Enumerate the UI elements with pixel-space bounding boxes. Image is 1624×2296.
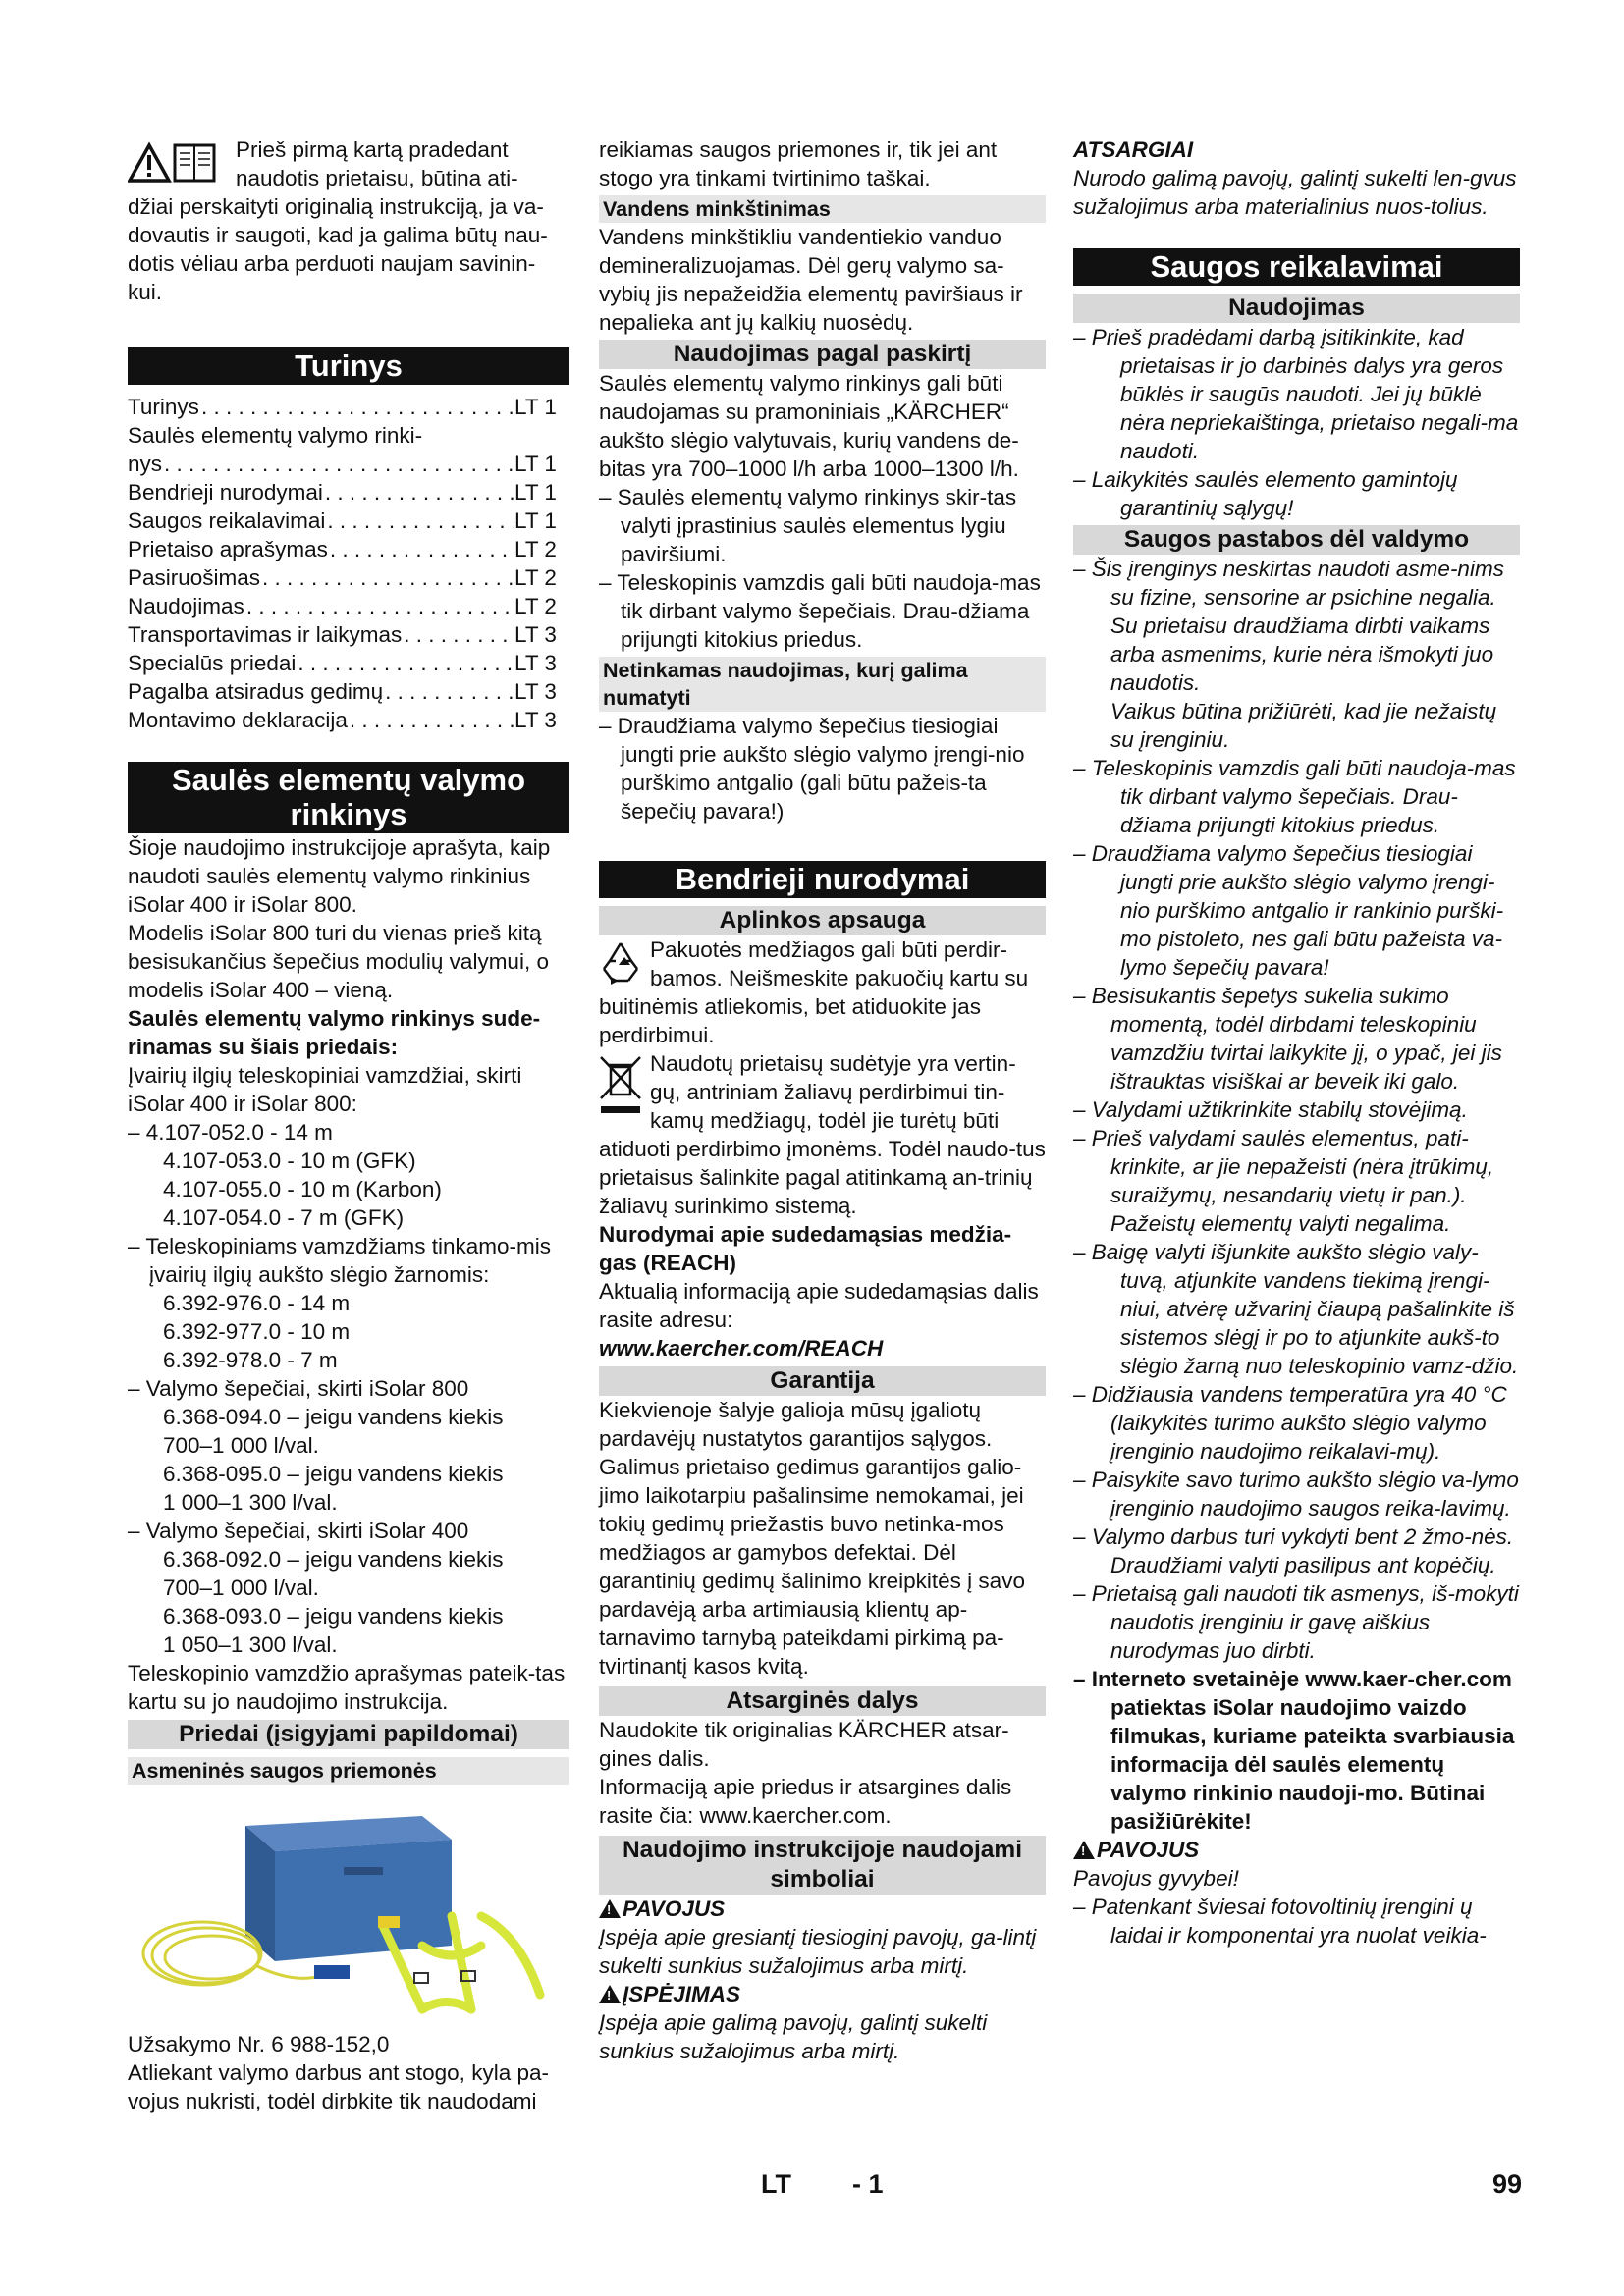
misuse-heading: Netinkamas naudojimas, kurį galima numatyti — [599, 657, 1046, 712]
operation-subitem: Su prietaisu draudžiama dirbti vaikams arba asmenims, kurie nėra išmokyti juo naudotis. — [1110, 614, 1494, 695]
intro-block — [128, 135, 569, 306]
hose-item: 6.392-977.0 - 10 m — [163, 1319, 351, 1344]
footer-page-relative: - 1 — [852, 2169, 884, 2199]
toc-leader-dots — [199, 393, 514, 421]
toc-entry[interactable] — [128, 421, 569, 450]
warning-manual-icon — [128, 139, 218, 185]
order-number: Užsakymo Nr. 6 988-152,0 — [128, 2032, 390, 2056]
hoses-intro: – Teleskopiniams vamzdžiams tinkamo-mis įvairių ilgių aukšto slėgio žarnomis: — [128, 1234, 551, 1287]
toc-entry-page: LT 2 — [514, 594, 557, 618]
column-2 — [599, 135, 1046, 2065]
usage-list — [1073, 323, 1520, 522]
brush-item: 700–1 000 l/val. — [163, 1575, 319, 1600]
pv-warning: – Patenkant šviesai fotovoltinių įrengini ų laidai ir komponentai yra nuolat veikia- — [1073, 1895, 1487, 1948]
toc-leader-dots — [323, 478, 514, 507]
toc-heading: Turinys — [128, 347, 569, 385]
toc-entry-title: nys — [128, 452, 163, 476]
operation-item: – Valymo darbus turi vykdyti bent 2 žmo-nės. — [1073, 1524, 1514, 1549]
tool-case — [245, 1816, 452, 1961]
general-heading: Bendrieji nurodymai — [599, 861, 1046, 898]
environment-heading: Aplinkos apsauga — [599, 906, 1046, 935]
toc-entry-page: LT 3 — [514, 622, 557, 647]
operation-subitem: Draudžiami valyti pasilipus ant kopėčių. — [1110, 1553, 1496, 1577]
intended-use-text: Saulės elementų valymo rinkinys gali būti naudojamas su pramoniniais „KÄRCHER“ aukšto slėgio valytuvais, kurių vandens de-bitas yra 700–1000 l/h arba 1000–1300 l/h. — [599, 371, 1019, 481]
kit-compat: Saulės elementų valymo rinkinys sude-rinamas su šiais priedais: — [128, 1006, 541, 1059]
toc-entry-page: LT 3 — [514, 679, 557, 704]
danger-text: Įspėja apie gresiantį tiesioginį pavojų, ga-lintį sukelti sunkius sužalojimus arba mirtį. — [599, 1925, 1037, 1978]
warranty-text: Kiekvienoje šalyje galioja mūsų įgaliotų pardavėjų nustatytos garantijos sąlygos. Galimus prietaiso gedimus garantijos galio-jimo laikotarpiu pašalinsime nemokamai, jei tokių gedimų priežastis buvo netinka-mos medžiagos ar gamybos defektai. Dėl garantinių gedimų šalinimo kreipkitės į savo pardavėją arba artimiausią klientų ap-tarnavimo tarnybą pateikdami pirkimą pa-tvirtinantį kasos kvitą. — [599, 1398, 1025, 1679]
brush-item: 6.368-093.0 – jeigu vandens kiekis — [163, 1604, 504, 1629]
column-1 — [128, 135, 569, 2115]
operation-item: – Didžiausia vandens temperatūra yra 40 °C (laikykitės turimo aukšto slėgio valymo įrenginio naudojimo reikalavi-mų). — [1073, 1382, 1507, 1464]
operation-heading: Saugos pastabos dėl valdymo — [1073, 525, 1520, 555]
toc-entry-page: LT 2 — [514, 565, 557, 590]
tube-item: 4.107-053.0 - 10 m (GFK) — [163, 1148, 416, 1173]
operation-item: – Baigę valyti išjunkite aukšto slėgio valy-tuvą, atjunkite vandens tiekimą įrengi-niui, atvėrę užvarinį čiaupą pašalinkite iš sistemos slėgį ir po to atjunkite aukš-to slėgio žarną nuo teleskopinio vamz-džio. — [1073, 1240, 1519, 1378]
softening-text: Vandens minkštikliu vandentiekio vanduo demineralizuojamas. Dėl gerų valymo sa-vybių jis nepažeidžia elementų paviršiaus ir nepalieka ant jų kalkių nuosėdų. — [599, 225, 1023, 335]
yellow-tag — [378, 1916, 400, 1928]
operation-item: – Besisukantis šepetys sukelia sukimo momentą, todėl dirbdami teleskopiniu vamzdžiu tvirtai laikykite jį, o ypač, jei jis ištrauktas visiškai ar beveik iki galo. — [1073, 984, 1502, 1094]
toc-entry-title: Naudojimas — [128, 594, 244, 618]
caution-text: Nurodo galimą pavojų, galintį sukelti len-gvus sužalojimus arba materialinius nuos-tolius. — [1073, 166, 1517, 219]
brush-item: 6.368-095.0 – jeigu vandens kiekis — [163, 1462, 504, 1486]
accessories-heading: Priedai (įsigyjami papildomai) — [128, 1720, 569, 1749]
danger-label: !PAVOJUS — [1073, 1836, 1520, 1864]
toc-entry-page: LT 2 — [514, 537, 557, 561]
intended-use-item: – Saulės elementų valymo rinkinys skir-tas valyti įprastinius saulės elementus lygiu paviršiumi. — [599, 485, 1017, 566]
recycle-block — [599, 935, 1046, 1049]
brush-item: 1 000–1 300 l/val. — [163, 1490, 338, 1515]
kit-heading: Saulės elementų valymo rinkinys — [128, 762, 569, 833]
recycle-text: Pakuotės medžiagos gali būti perdir-bamos. Neišmeskite pakuočių kartu su buitinėmis atliekomis, bet atiduokite jas perdirbimui. — [599, 937, 1029, 1047]
misuse-item: – Draudžiama valymo šepečius tiesiogiai jungti prie aukšto slėgio valymo įrengi-nio purškimo antgalio (gali būtu pažeis-ta šepečių pavara!) — [599, 714, 1025, 824]
toc-entry[interactable] — [128, 677, 569, 706]
brush400-intro: – Valymo šepečiai, skirti iSolar 400 — [128, 1519, 469, 1543]
toc-leader-dots — [383, 677, 514, 706]
toc-entry-title: Specialūs priedai — [128, 651, 297, 675]
operation-item: – Prietaisą gali naudoti tik asmenys, iš-mokyti naudotis įrenginiu ir gavę aiškius nurodymas juo dirbti. — [1073, 1581, 1519, 1663]
usage-heading: Naudojimas — [1073, 294, 1520, 323]
tube-item: – 4.107-052.0 - 14 m — [128, 1120, 333, 1145]
spare-parts-info: Informaciją apie priedus ir atsargines dalis rasite čia: www.kaercher.com. — [599, 1775, 1012, 1828]
rope-grab — [314, 1965, 350, 1979]
toc-leader-dots — [402, 620, 514, 649]
toc-entry[interactable] — [128, 535, 569, 563]
brush800-intro: – Valymo šepečiai, skirti iSolar 800 — [128, 1376, 469, 1401]
warning-triangle-icon — [1073, 1841, 1095, 1859]
toc-entry-title: Saugos reikalavimai — [128, 508, 326, 533]
danger-label: !PAVOJUS — [599, 1895, 1046, 1923]
toc-leader-dots — [325, 507, 514, 535]
toc-entry[interactable] — [128, 620, 569, 649]
toc-leader-dots — [348, 706, 514, 734]
toc-entry-title: Saulės elementų valymo rinki- — [128, 423, 423, 448]
kit-models: Modelis iSolar 800 turi du vienas prieš kitą besisukančius šepečius modulių valymui, o modelis iSolar 400 – vieną. — [128, 921, 549, 1002]
toc-entry-title: Montavimo deklaracija — [128, 708, 348, 732]
toc-entry-title: Prietaiso aprašymas — [128, 537, 328, 561]
spare-parts-text: Naudokite tik originalias KÄRCHER atsar-gines dalis. — [599, 1718, 1009, 1771]
toc-entry[interactable] — [128, 706, 569, 734]
recycle-icon — [599, 939, 642, 985]
toc-entry[interactable] — [128, 393, 569, 421]
ppe-product-image — [128, 1798, 569, 2024]
toc-entry-title: Turinys — [128, 395, 199, 419]
toc-entry-page: LT 1 — [514, 395, 557, 419]
brush-item: 1 050–1 300 l/val. — [163, 1632, 338, 1657]
caution-label: ATSARGIAI — [1073, 137, 1194, 162]
toc-entry-page: LT 1 — [514, 480, 557, 505]
operation-item: – Teleskopinis vamzdis gali būti naudoja-mas tik dirbant valymo šepečiais. Drau-džiama prijungti kitokius priedus. — [1073, 756, 1516, 837]
reach-text: Aktualią informaciją apie sudedamąsias dalis rasite adresu: — [599, 1279, 1039, 1332]
disposal-text: Naudotų prietaisų sudėtyje yra vertin-gų, antriniam žaliavų perdirbimui tin-kamų medžiagų, todėl jie turėtų būti atiduoti perdirbimo įmonėms. Todėl naudo-tus prietaisus šalinkite pagal atitinkamą an-trinių žaliavų surinkimo sistemą. — [599, 1051, 1046, 1218]
toc-entry-page: LT 3 — [514, 708, 557, 732]
symbols-heading: Naudojimo instrukcijoje naudojami simboliai — [599, 1836, 1046, 1895]
warning-label: !ĮSPĖJIMAS — [599, 1980, 1046, 2008]
warranty-heading: Garantija — [599, 1366, 1046, 1396]
warning-text: Įspėja apie galimą pavojų, galintį sukelti sunkius sužalojimus arba mirtį. — [599, 2010, 988, 2063]
intro-text: džiai perskaityti originalią instrukciją, ja va-dovautis ir saugoti, kad ja galima būtų nau-dotis vėliau arba perduoti naujam savinin-kui. — [128, 194, 548, 304]
toc-entry[interactable] — [128, 450, 569, 478]
warning-triangle-icon — [599, 1899, 621, 1918]
toc-entry-title: Bendrieji nurodymai — [128, 480, 323, 505]
column-3 — [1073, 135, 1520, 1949]
roof-warning: Atliekant valymo darbus ant stogo, kyla pa-vojus nukristi, todėl dirbkite tik naudodami — [128, 2060, 549, 2113]
brush-item: 6.368-092.0 – jeigu vandens kiekis — [163, 1547, 504, 1572]
intended-use-item: – Teleskopinis vamzdis gali būti naudoja-mas tik dirbant valymo šepečiais. Drau-džiama prijungti kitokius priedus. — [599, 570, 1041, 652]
ppe-continued: reikiamas saugos priemones ir, tik jei ant stogo yra tinkami tvirtinimo taškai. — [599, 137, 998, 190]
operation-item: – Paisykite savo turimo aukšto slėgio va-lymo įrenginio naudojimo saugos reika-lavimų. — [1073, 1468, 1519, 1521]
usage-item: – Laikykitės saulės elemento gamintojų garantinių sąlygų! — [1073, 467, 1458, 520]
toc-leader-dots — [260, 563, 514, 592]
kit-intro: Šioje naudojimo instrukcijoje aprašyta, kaip naudoti saulės elementų valymo rinkinius iSolar 400 ir iSolar 800. — [128, 835, 551, 917]
hose-item: 6.392-978.0 - 7 m — [163, 1348, 338, 1372]
toc-leader-dots — [328, 535, 514, 563]
toc-entry[interactable] — [128, 478, 569, 507]
toc-entry-page: LT 3 — [514, 651, 557, 675]
toc-leader-dots — [244, 592, 514, 620]
kit-tubes-intro: Įvairių ilgių teleskopiniai vamzdžiai, skirti iSolar 400 ir iSolar 800: — [128, 1063, 522, 1116]
tube-item: 4.107-054.0 - 7 m (GFK) — [163, 1205, 405, 1230]
footer-language: LT — [761, 2169, 791, 2199]
crossed-bin-icon — [599, 1053, 642, 1116]
toc-entry[interactable] — [128, 649, 569, 677]
intro-line-1: Prieš pirmą kartą pradedant — [236, 137, 509, 162]
hose-item: 6.392-976.0 - 14 m — [163, 1291, 351, 1315]
brush-item: 6.368-094.0 – jeigu vandens kiekis — [163, 1405, 504, 1429]
toc-list — [128, 393, 569, 734]
spare-parts-heading: Atsarginės dalys — [599, 1686, 1046, 1716]
toc-entry[interactable] — [128, 592, 569, 620]
tube-desc: Teleskopinio vamzdžio aprašymas pateik-tas kartu su jo naudojimo instrukcija. — [128, 1661, 566, 1714]
disposal-block — [599, 1049, 1046, 1220]
operation-list — [1073, 555, 1520, 1665]
warning-triangle-icon — [599, 1985, 621, 2003]
toc-entry-page: LT 1 — [514, 452, 557, 476]
danger-life: Pavojus gyvybei! — [1073, 1866, 1239, 1891]
footer-page-number: 99 — [1492, 2169, 1523, 2199]
brush-item: 700–1 000 l/val. — [163, 1433, 319, 1458]
toc-leader-dots — [296, 649, 514, 677]
operation-item: – Valydami užtikrinkite stabilų stovėjimą. — [1073, 1097, 1468, 1122]
toc-entry[interactable] — [128, 507, 569, 535]
operation-item: – Prieš valydami saulės elementus, pati-krinkite, ar jie nepažeisti (nėra įtrūkimų, suraižymų, nesandarių vietų ir pan.). Pažeistų elementų valyti negalima. — [1073, 1126, 1494, 1236]
reach-link[interactable]: www.kaercher.com/REACH — [599, 1336, 884, 1361]
video-notice: – Interneto svetainėje www.kaer-cher.com patiektas iSolar naudojimo vaizdo filmukas, kuriame pateikta svarbiausia informacija dėl saulės elementų valymo rinkinio naudoji-mo. Būtinai pasižiūrėkite! — [1073, 1667, 1515, 1834]
softening-heading: Vandens minkštinimas — [599, 195, 1046, 223]
intended-use-heading: Naudojimas pagal paskirtį — [599, 340, 1046, 369]
safety-heading: Saugos reikalavimai — [1073, 248, 1520, 286]
ppe-heading: Asmeninės saugos priemonės — [128, 1757, 569, 1785]
operation-subitem: Vaikus būtina prižiūrėti, kad jie nežaistų su įrenginiu. — [1110, 699, 1497, 752]
intro-line-2: naudotis prietaisu, būtina ati- — [236, 166, 518, 190]
toc-entry-title: Transportavimas ir laikymas — [128, 622, 403, 647]
toc-entry-title: Pagalba atsiradus gedimų — [128, 679, 384, 704]
toc-entry-page: LT 1 — [514, 508, 557, 533]
reach-heading: Nurodymai apie sudedamąsias medžia-gas (REACH) — [599, 1222, 1012, 1275]
tube-item: 4.107-055.0 - 10 m (Karbon) — [163, 1177, 442, 1201]
usage-item: – Prieš pradėdami darbą įsitikinkite, kad prietaisas ir jo darbinės dalys yra geros būklės ir saugūs naudoti. Jei jų būklė nėra nepriekaištinga, prietaiso negali-ma naudoti. — [1073, 325, 1519, 463]
toc-entry-title: Pasiruošimas — [128, 565, 261, 590]
operation-item: – Šis įrenginys neskirtas naudoti asme-nims su fizine, sensorine ar psichine negalia. — [1073, 557, 1504, 610]
operation-item: – Draudžiama valymo šepečius tiesiogiai jungti prie aukšto slėgio valymo įrengi-nio purškimo antgalio ir rankinio purški-mo pistoleto, nes gali būtu pažeista va-lymo šepečių pavara! — [1073, 841, 1504, 980]
toc-entry[interactable] — [128, 563, 569, 592]
toc-leader-dots — [162, 450, 514, 478]
